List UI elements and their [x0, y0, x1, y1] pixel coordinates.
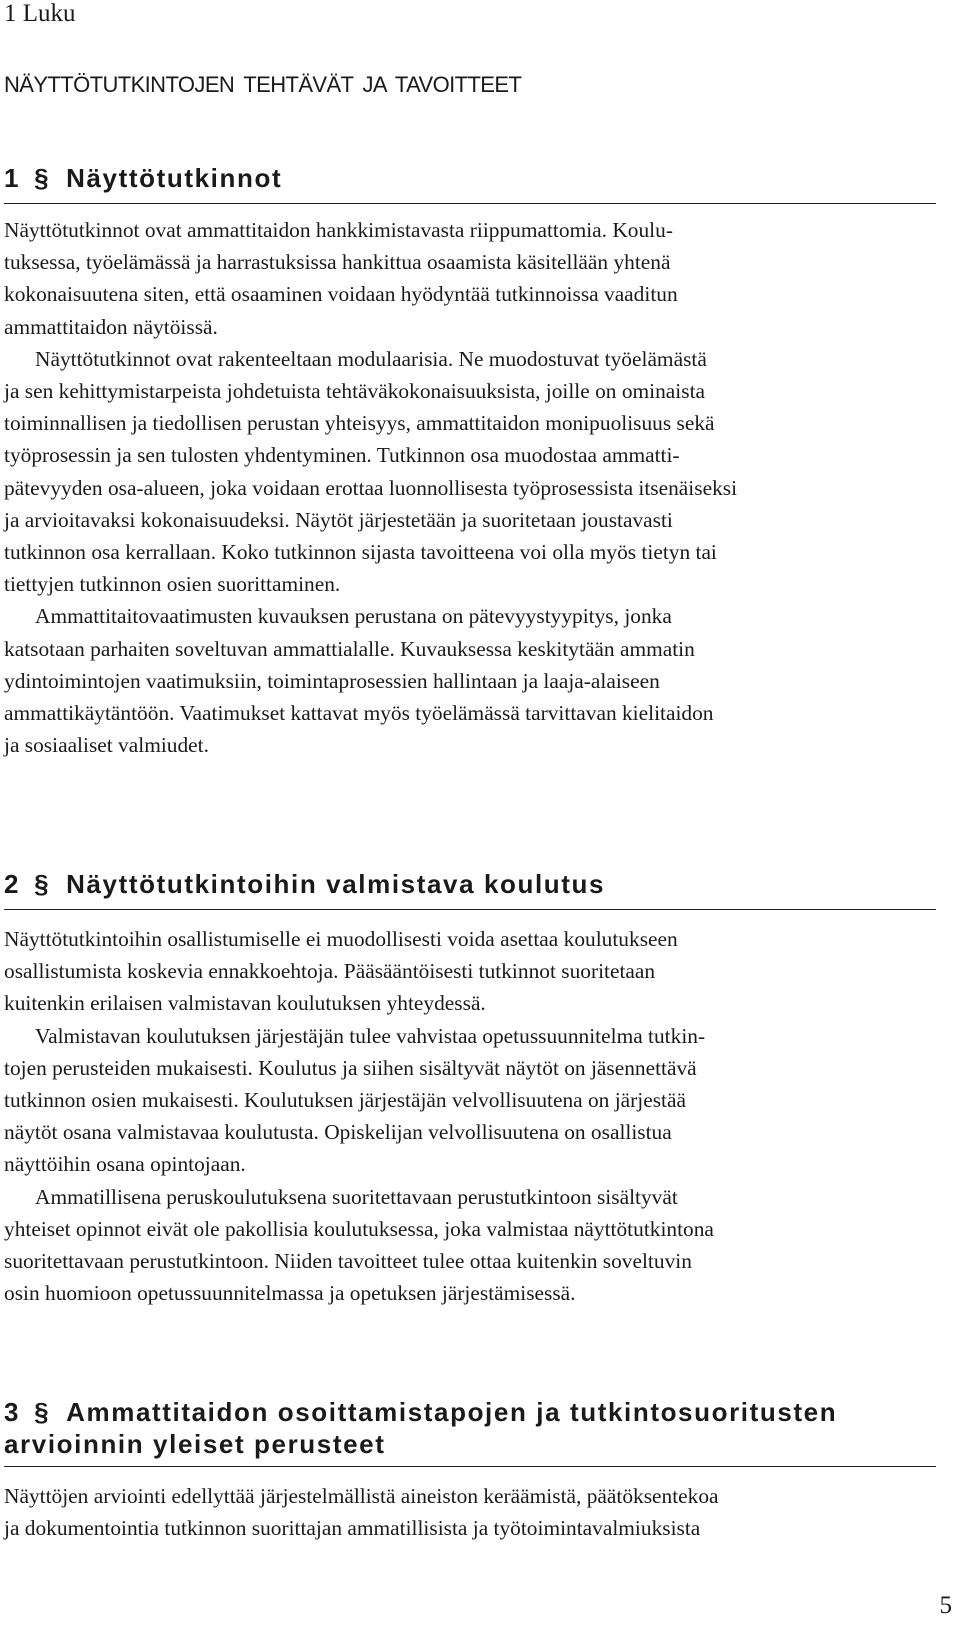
text-line: suoritettavaan perustutkintoon. Niiden tavoitteet tulee ottaa kuitenkin soveltuvin: [4, 1249, 692, 1274]
section-sign-icon: §: [34, 869, 51, 899]
text-line: ydintoimintojen vaatimuksiin, toimintaprosessien hallintaan ja laaja-alaiseen: [4, 668, 660, 693]
page-number: 5: [939, 1592, 952, 1619]
section-sign-icon: §: [34, 1397, 51, 1427]
section-3-number: 3: [4, 1397, 21, 1427]
section-3-rule: [4, 1466, 936, 1467]
text-line: Näyttötutkinnot ovat ammattitaidon hankkimistavasta riippumattomia. Koulu-: [4, 218, 673, 242]
section-2-rule: [4, 909, 936, 910]
text-line: tojen perusteiden mukaisesti. Koulutus ja siihen sisältyvät näytöt on jäsennettävä: [4, 1055, 697, 1080]
section-3-title-line-1: Ammattitaidon osoittamistapojen ja tutkintosuoritusten: [66, 1397, 838, 1427]
text-line: tuksessa, työelämässä ja harrastuksissa hankittua osaamista käsitellään yhtenä: [4, 250, 671, 275]
text-line: tutkinnon osien mukaisesti. Koulutuksen järjestäjän velvollisuutena on järjestää: [4, 1088, 686, 1113]
section-3-body: [4, 1480, 936, 1544]
section-3-heading: [4, 1396, 837, 1460]
section-1-number: 1: [4, 163, 21, 193]
text-line: kokonaisuutena siten, että osaaminen voidaan hyödyntää tutkinnoissa vaaditun: [4, 282, 678, 307]
text-line: katsotaan parhaiten soveltuvan ammattialalle. Kuvauksessa keskitytään ammatin: [4, 636, 695, 661]
text-line: Näyttötutkinnot ovat rakenteeltaan modulaarisia. Ne muodostuvat työelämästä: [35, 346, 707, 371]
part-title: NÄYTTÖTUTKINTOJEN TEHTÄVÄT JA TAVOITTEET: [4, 72, 522, 97]
section-1-body: [4, 214, 936, 761]
text-line: työprosessin ja sen tulosten yhdentyminen. Tutkinnon osa muodostaa ammatti-: [4, 443, 680, 468]
section-1-rule: [4, 203, 936, 204]
text-line: ja dokumentointia tutkinnon suorittajan ammatillisista ja työtoimintavalmiuksista: [4, 1516, 701, 1541]
section-1-heading: [4, 162, 282, 194]
section-sign-icon: §: [34, 163, 51, 193]
text-line: osin huomioon opetussuunnitelmassa ja opetuksen järjestämisessä.: [4, 1281, 576, 1306]
section-2-body: [4, 923, 936, 1309]
section-2-heading: [4, 868, 605, 900]
text-line: ja sosiaaliset valmiudet.: [4, 733, 209, 758]
text-line: ammattitaidon näytöissä.: [4, 314, 218, 339]
section-1-title: Näyttötutkinnot: [66, 163, 283, 193]
text-line: näytöt osana valmistavaa koulutusta. Opiskelijan velvollisuutena on osallistua: [4, 1120, 672, 1145]
text-line: yhteiset opinnot eivät ole pakollisia koulutuksessa, joka valmistaa näyttötutkintona: [4, 1216, 714, 1241]
text-line: Näyttöjen arviointi edellyttää järjestelmällistä aineiston keräämistä, päätöksentekoa: [4, 1484, 719, 1508]
text-line: kuitenkin erilaisen valmistavan koulutuksen yhteydessä.: [4, 991, 486, 1016]
text-line: tutkinnon osa kerrallaan. Koko tutkinnon sijasta tavoitteena voi olla myös tietyn tai: [4, 540, 717, 565]
chapter-label: 1 Luku: [4, 0, 76, 27]
section-3-title-line-2: arvioinnin yleiset perusteet: [4, 1429, 386, 1459]
text-line: ammattikäytäntöön. Vaatimukset kattavat myös työelämässä tarvittavan kielitaidon: [4, 701, 714, 726]
section-2-title: Näyttötutkintoihin valmistava koulutus: [66, 869, 606, 899]
text-line: pätevyyden osa-alueen, joka voidaan erottaa luonnollisesta työprosessista itsenäiseksi: [4, 475, 738, 500]
text-line: toiminnallisen ja tiedollisen perustan yhteisyys, ammattitaidon monipuolisuus sekä: [4, 411, 715, 436]
section-2-number: 2: [4, 869, 21, 899]
text-line: Ammatillisena peruskoulutuksena suoritettavaan perustutkintoon sisältyvät: [35, 1184, 678, 1209]
text-line: ja sen kehittymistarpeista johdetuista tehtäväkokonaisuuksista, joille on ominaista: [4, 379, 706, 404]
text-line: Valmistavan koulutuksen järjestäjän tulee vahvistaa opetussuunnitelma tutkin-: [35, 1023, 706, 1048]
text-line: näyttöihin osana opintojaan.: [4, 1152, 246, 1177]
text-line: tiettyjen tutkinnon osien suorittaminen.: [4, 572, 341, 597]
text-line: osallistumista koskevia ennakkoehtoja. Pääsääntöisesti tutkinnot suoritetaan: [4, 959, 656, 984]
text-line: Näyttötutkintoihin osallistumiselle ei muodollisesti voida asettaa koulutukseen: [4, 927, 678, 951]
text-line: Ammattitaitovaatimusten kuvauksen perustana on pätevyystyypitys, jonka: [35, 604, 672, 629]
text-line: ja arvioitavaksi kokonaisuudeksi. Näytöt järjestetään ja suoritetaan joustavasti: [4, 507, 673, 532]
